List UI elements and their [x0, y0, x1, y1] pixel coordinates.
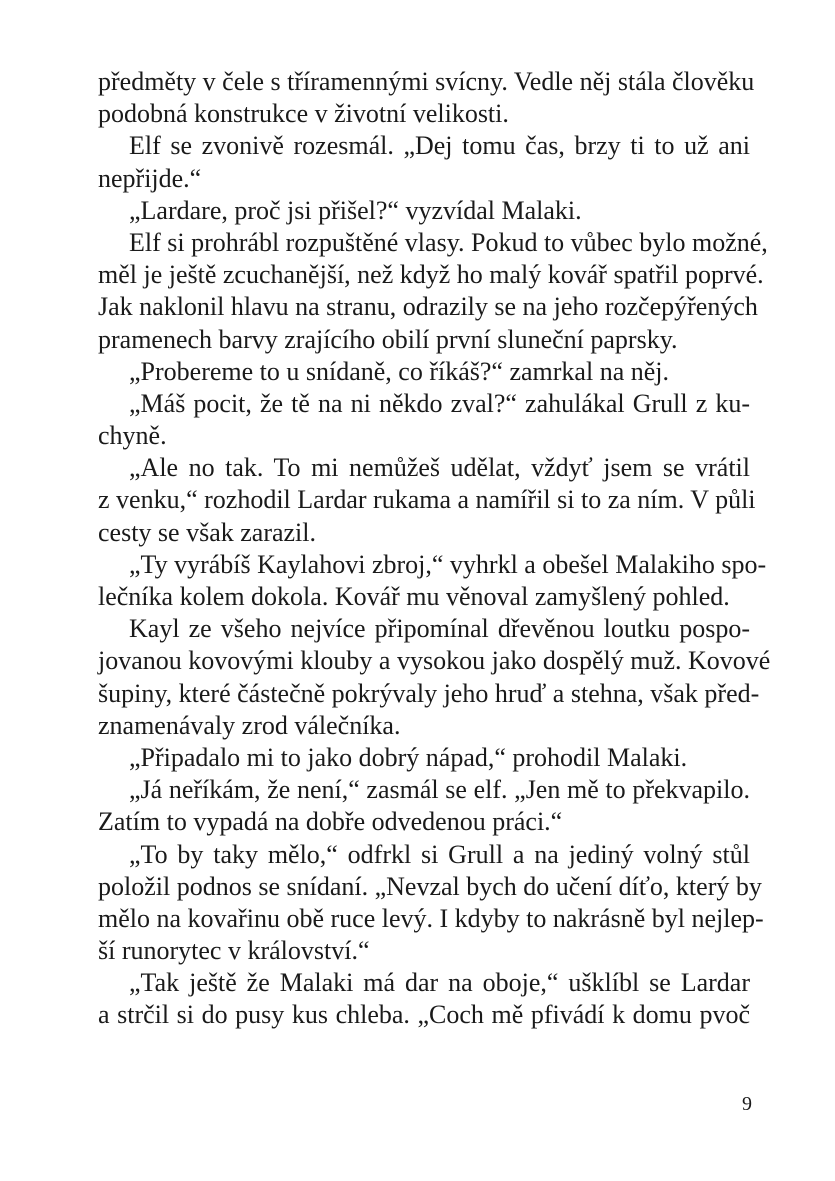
text-line: Elf si prohrábl rozpuštěné vlasy. Pokud to vůbec bylo možné, — [129, 227, 768, 257]
text-line: Kayl ze všeho nejvíce připomínal dřevěnou loutku pospo- — [129, 614, 750, 644]
text-line: a strčil si do pusy kus chleba. „Coch mě pfivádí k domu pvoč — [98, 1000, 750, 1030]
text-line: pramenech barvy zrajícího obilí první sluneční paprsky. — [98, 324, 678, 354]
text-line: Elf se zvonivě rozesmál. „Dej tomu čas, brzy ti to už ani — [129, 131, 750, 161]
text-line: „To by taky mělo,“ odfrkl si Grull a na jediný volný stůl — [129, 839, 750, 869]
book-page-text — [98, 66, 771, 1032]
text-line: položil podnos se snídaní. „Nevzal bych do učení díťo, který by — [98, 871, 762, 901]
text-line: předměty v čele s tříramennými svícny. Vedle něj stála člověku — [98, 67, 755, 96]
text-line: Zatím to vypadá na dobře odvedenou práci.“ — [98, 807, 563, 837]
text-line: znamenávaly zrod válečníka. — [98, 710, 401, 740]
text-line: lečníka kolem dokola. Kovář mu věnoval zamyšlený pohled. — [98, 582, 730, 611]
text-line: „Tak ještě že Malaki má dar na oboje,“ ušklíbl se Lardar — [129, 968, 750, 998]
text-line: „Probereme to u snídaně, co říkáš?“ zamrkal na něj. — [129, 356, 669, 386]
text-line: „Lardare, proč jsi přišel?“ vyzvídal Malaki. — [129, 195, 582, 225]
text-line: ší runorytec v království.“ — [98, 936, 370, 966]
text-line: chyně. — [98, 421, 167, 451]
text-line: nepřijde.“ — [98, 163, 202, 193]
text-line: šupiny, které částečně pokrývaly jeho hruď a stehna, však před- — [98, 678, 760, 708]
text-line: měl je ještě zcuchanější, než když ho malý kovář spatřil poprvé. — [98, 260, 764, 290]
text-line: „Ale no tak. To mi nemůžeš udělat, vždyť jsem se vrátil — [129, 453, 750, 483]
page-number: 9 — [742, 1093, 752, 1115]
text-line: „Já neříkám, že není,“ zasmál se elf. „Jen mě to překvapilo. — [129, 775, 750, 805]
text-line: jovanou kovovými klouby a vysokou jako dospělý muž. Kovové — [98, 646, 771, 676]
text-line: podobná konstrukce v životní velikosti. — [98, 99, 509, 129]
text-line: cesty se však zarazil. — [98, 517, 317, 547]
text-line: z venku,“ rozhodil Lardar rukama a namířil si to za ním. V půli — [98, 485, 756, 515]
text-line: „Připadalo mi to jako dobrý nápad,“ prohodil Malaki. — [129, 742, 688, 772]
text-line: Jak naklonil hlavu na stranu, odrazily se na jeho rozčepýřených — [98, 292, 758, 322]
text-line: mělo na kovařinu obě ruce levý. I kdyby to nakrásně byl nejlep- — [98, 903, 764, 933]
text-line: „Máš pocit, že tě na ni někdo zval?“ zahulákal Grull z ku- — [129, 388, 750, 418]
text-line: „Ty vyrábíš Kaylahovi zbroj,“ vyhrkl a obešel Malakiho spo- — [129, 549, 767, 579]
